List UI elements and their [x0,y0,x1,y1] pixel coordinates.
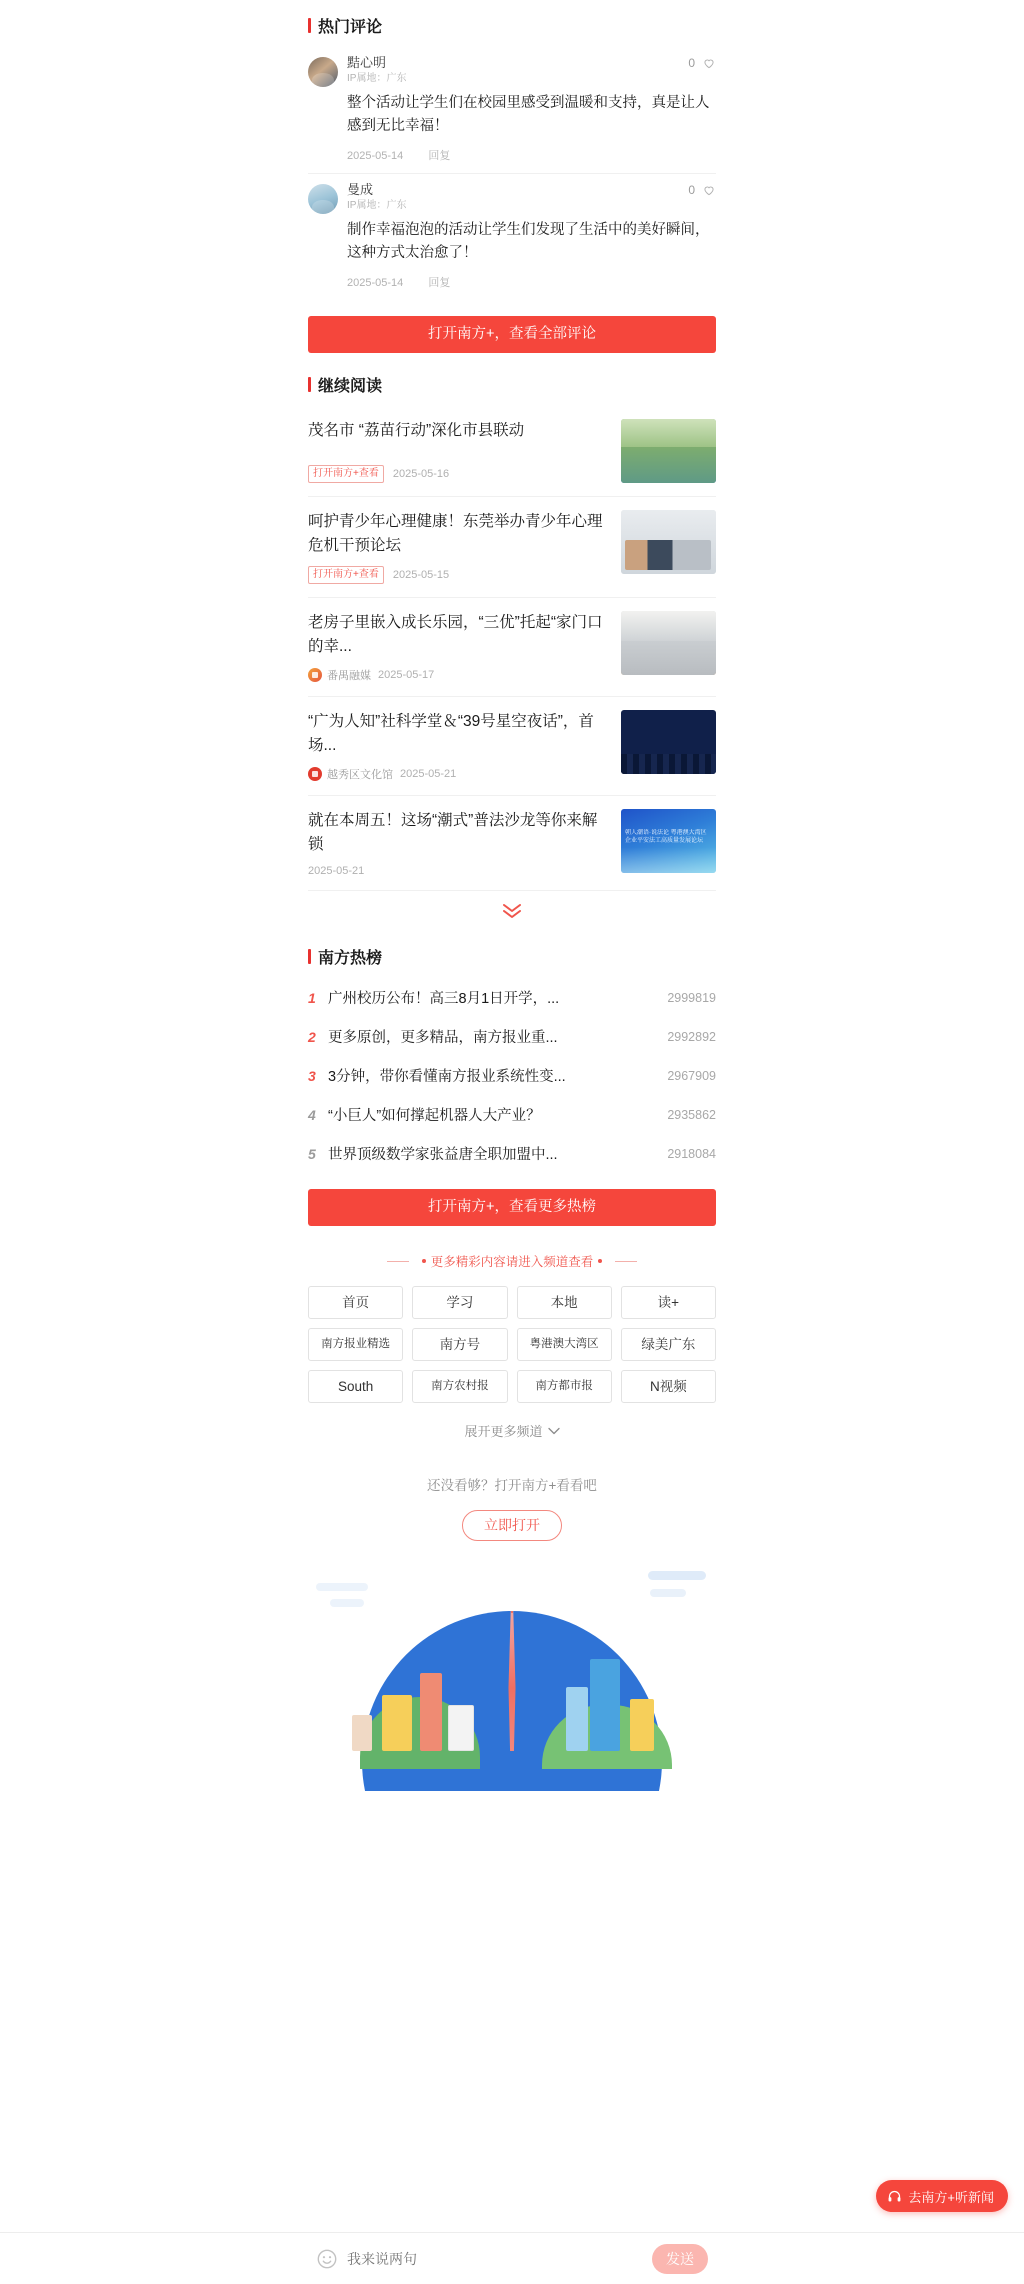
thumbnail-caption: 潮人潮语·说法论 朝人潮语·说法论 粤港澳大湾区企业平安法工高质量发展论坛 [625,830,707,844]
channel-chip-south[interactable]: South [308,1370,403,1403]
article-list-item[interactable] [308,497,716,598]
rank-number: 2 [308,1028,316,1045]
article-text-block [308,710,621,782]
article-title[interactable]: 就在本周五！这场“潮式”普法沙龙等你来解锁 [308,812,598,853]
comment-date: 2025-05-14 [347,150,404,162]
headphones-icon [887,2189,902,2204]
article-footer-content [308,0,716,1871]
article-meta [308,766,611,782]
rank-number: 3 [308,1067,316,1084]
chevron-double-down-icon[interactable] [500,903,524,919]
continue-reading-heading [308,359,716,406]
article-text-block [308,419,621,483]
comment-reply-link[interactable]: 回复 [428,150,451,162]
channel-row-2 [308,1328,716,1361]
article-text-block [308,809,621,877]
promo-text: 还没看够？打开南方+看看吧 [427,1478,597,1493]
rank-row[interactable] [308,1134,716,1173]
rank-row[interactable] [308,978,716,1017]
emoji-icon[interactable] [316,2248,338,2270]
building-shape [382,1695,412,1751]
article-meta [308,465,611,483]
comment-ip-location: IP属地：广东 [347,200,407,211]
article-list-item[interactable] [308,697,716,796]
rank-view-count: 2967909 [667,1068,716,1083]
listen-news-label: 去南方+听新闻 [908,2189,994,2205]
channel-chip-dsb[interactable]: 南方都市报 [517,1370,612,1403]
article-title[interactable]: 呵护青少年心理健康！东莞举办青少年心理危机干预论坛 [308,513,603,554]
article-date: 2025-05-15 [392,569,450,581]
article-title[interactable]: “广为人知”社科学堂＆“39号星空夜话”，首场... [308,713,594,754]
channel-chip-study[interactable]: 学习 [412,1286,507,1319]
comment-text: 整个活动让学生们在校园里感受到温暖和支持，真是让人感到无比幸福！ [347,95,710,134]
comment-bar [0,2232,1024,2284]
rank-title[interactable]: 更多原创，更多精品，南方报业重... [328,1030,558,1046]
like-count: 0 [688,56,695,70]
expand-channels-button[interactable] [308,1421,716,1440]
rank-title[interactable]: “小巨人”如何撑起机器人大产业？ [328,1108,541,1124]
comment-input[interactable] [347,2244,644,2274]
article-text-block [308,611,621,683]
article-date: 2025-05-21 [400,768,457,780]
comment-like-group[interactable] [688,182,716,197]
comment-date: 2025-05-14 [347,277,404,289]
channel-row-1 [308,1286,716,1319]
channels-heading [308,1252,716,1270]
divider-line-right [615,1261,637,1262]
continue-reading-title: 继续阅读 [318,378,383,395]
view-all-comments-button[interactable]: 打开南方+，查看全部评论 [308,316,716,353]
channel-row-3 [308,1370,716,1403]
channel-chip-local[interactable]: 本地 [517,1286,612,1319]
channel-chip-readplus[interactable]: 读+ [621,1286,716,1319]
channel-chip-nfh[interactable]: 南方号 [412,1328,507,1361]
rank-view-count: 2999819 [667,990,716,1005]
article-meta [308,865,611,877]
comment-text: 制作幸福泡泡的活动让学生们发现了生活中的美好瞬间，这种方式太治愈了！ [347,222,710,261]
rank-number: 4 [308,1106,316,1123]
cloud-icon [316,1583,368,1591]
comment-body [347,55,716,169]
article-title[interactable]: 老房子里嵌入成长乐园，“三优”托起“家门口的幸... [308,614,603,655]
hot-comments-heading [308,0,716,47]
article-source[interactable]: 越秀区文化馆 [327,769,393,781]
rank-view-count: 2935862 [667,1107,716,1122]
comment-header [347,182,716,213]
chevron-down-icon[interactable] [548,1427,560,1435]
send-button[interactable]: 发送 [652,2244,708,2274]
article-date: 2025-05-16 [392,468,450,480]
building-shape [448,1705,474,1751]
comment-author[interactable]: 曼成 [347,182,374,197]
article-list-item[interactable] [308,406,716,497]
rank-view-count: 2918084 [667,1146,716,1161]
comment-meta [347,274,716,296]
expand-channels-label: 展开更多频道 [464,1424,543,1439]
like-count: 0 [688,183,695,197]
building-shape [352,1715,372,1751]
article-thumbnail[interactable] [621,419,716,483]
comment-item[interactable] [308,47,716,173]
view-more-rank-button[interactable]: 打开南方+，查看更多热榜 [308,1189,716,1226]
channel-chip-home[interactable]: 首页 [308,1286,403,1319]
building-shape [630,1699,654,1751]
hot-comments-title: 热门评论 [318,19,383,36]
article-thumbnail[interactable] [621,710,716,774]
hot-rank-title: 南方热榜 [318,950,383,967]
article-source[interactable]: 番禺融媒 [327,670,371,682]
rank-title[interactable]: 世界顶级数学家张益唐全职加盟中... [328,1147,558,1163]
comment-body [347,182,716,296]
channel-chip-dawanqu[interactable]: 粤港澳大湾区 [517,1328,612,1361]
cloud-icon [650,1589,686,1597]
article-thumbnail[interactable] [621,611,716,675]
comment-meta [347,147,716,169]
avatar[interactable] [308,57,338,87]
rank-title[interactable]: 3分钟，带你看懂南方报业系统性变... [328,1069,566,1085]
dot-right-icon [598,1259,602,1263]
rank-row[interactable] [308,1095,716,1134]
comment-bar-inner [308,2244,716,2274]
article-date: 2025-05-21 [308,865,365,877]
channels-heading-text: 更多精彩内容请进入频道查看 [430,1255,594,1269]
channel-chip-nvideo[interactable]: N视频 [621,1370,716,1403]
article-date: 2025-05-17 [378,669,435,681]
channel-chip-lvmei[interactable]: 绿美广东 [621,1328,716,1361]
heading-accent-bar [308,377,311,392]
article-list-item[interactable] [308,598,716,697]
comment-header [347,55,716,86]
channel-chip-nfbyjx[interactable]: 南方报业精选 [308,1328,403,1361]
open-app-tag[interactable]: 打开南方+查看 [308,566,384,584]
cloud-icon [648,1571,706,1580]
heading-accent-bar [308,18,311,33]
divider-line-left [387,1261,409,1262]
source-avatar-icon [308,668,322,682]
rank-title[interactable]: 广州校历公布！高三8月1日开学，... [328,991,560,1007]
article-meta [308,667,611,683]
load-more-articles-button[interactable] [308,891,716,931]
article-thumbnail[interactable] [621,809,716,873]
building-shape [566,1687,588,1751]
listen-news-button[interactable] [876,2180,1008,2212]
article-list-item[interactable] [308,796,716,891]
hot-rank-heading [308,931,716,978]
comment-ip-location: IP属地：广东 [347,73,407,84]
dot-left-icon [422,1259,426,1263]
channel-chip-ncb[interactable]: 南方农村报 [412,1370,507,1403]
comment-like-group[interactable] [688,55,716,70]
building-shape [590,1659,620,1751]
comment-item[interactable] [308,174,716,300]
rank-row[interactable] [308,1017,716,1056]
article-meta [308,566,611,584]
rank-row[interactable] [308,1056,716,1095]
source-avatar-icon [308,767,322,781]
heading-accent-bar [308,949,311,964]
article-thumbnail[interactable] [621,510,716,574]
comment-reply-link[interactable]: 回复 [428,277,451,289]
cloud-icon [330,1599,364,1607]
rank-number: 1 [308,989,316,1006]
avatar[interactable] [308,184,338,214]
rank-number: 5 [308,1145,316,1162]
building-shape [420,1673,442,1751]
article-title[interactable]: 茂名市 “荔苗行动”深化市县联动 [308,422,525,439]
open-app-tag[interactable]: 打开南方+查看 [308,465,384,483]
heart-icon[interactable] [702,183,716,197]
article-text-block [308,510,621,584]
city-illustration [308,1561,716,1791]
rank-view-count: 2992892 [667,1029,716,1044]
open-now-button[interactable]: 立即打开 [462,1510,562,1541]
comment-author[interactable]: 黠心明 [347,55,387,70]
heart-icon[interactable] [702,56,716,70]
